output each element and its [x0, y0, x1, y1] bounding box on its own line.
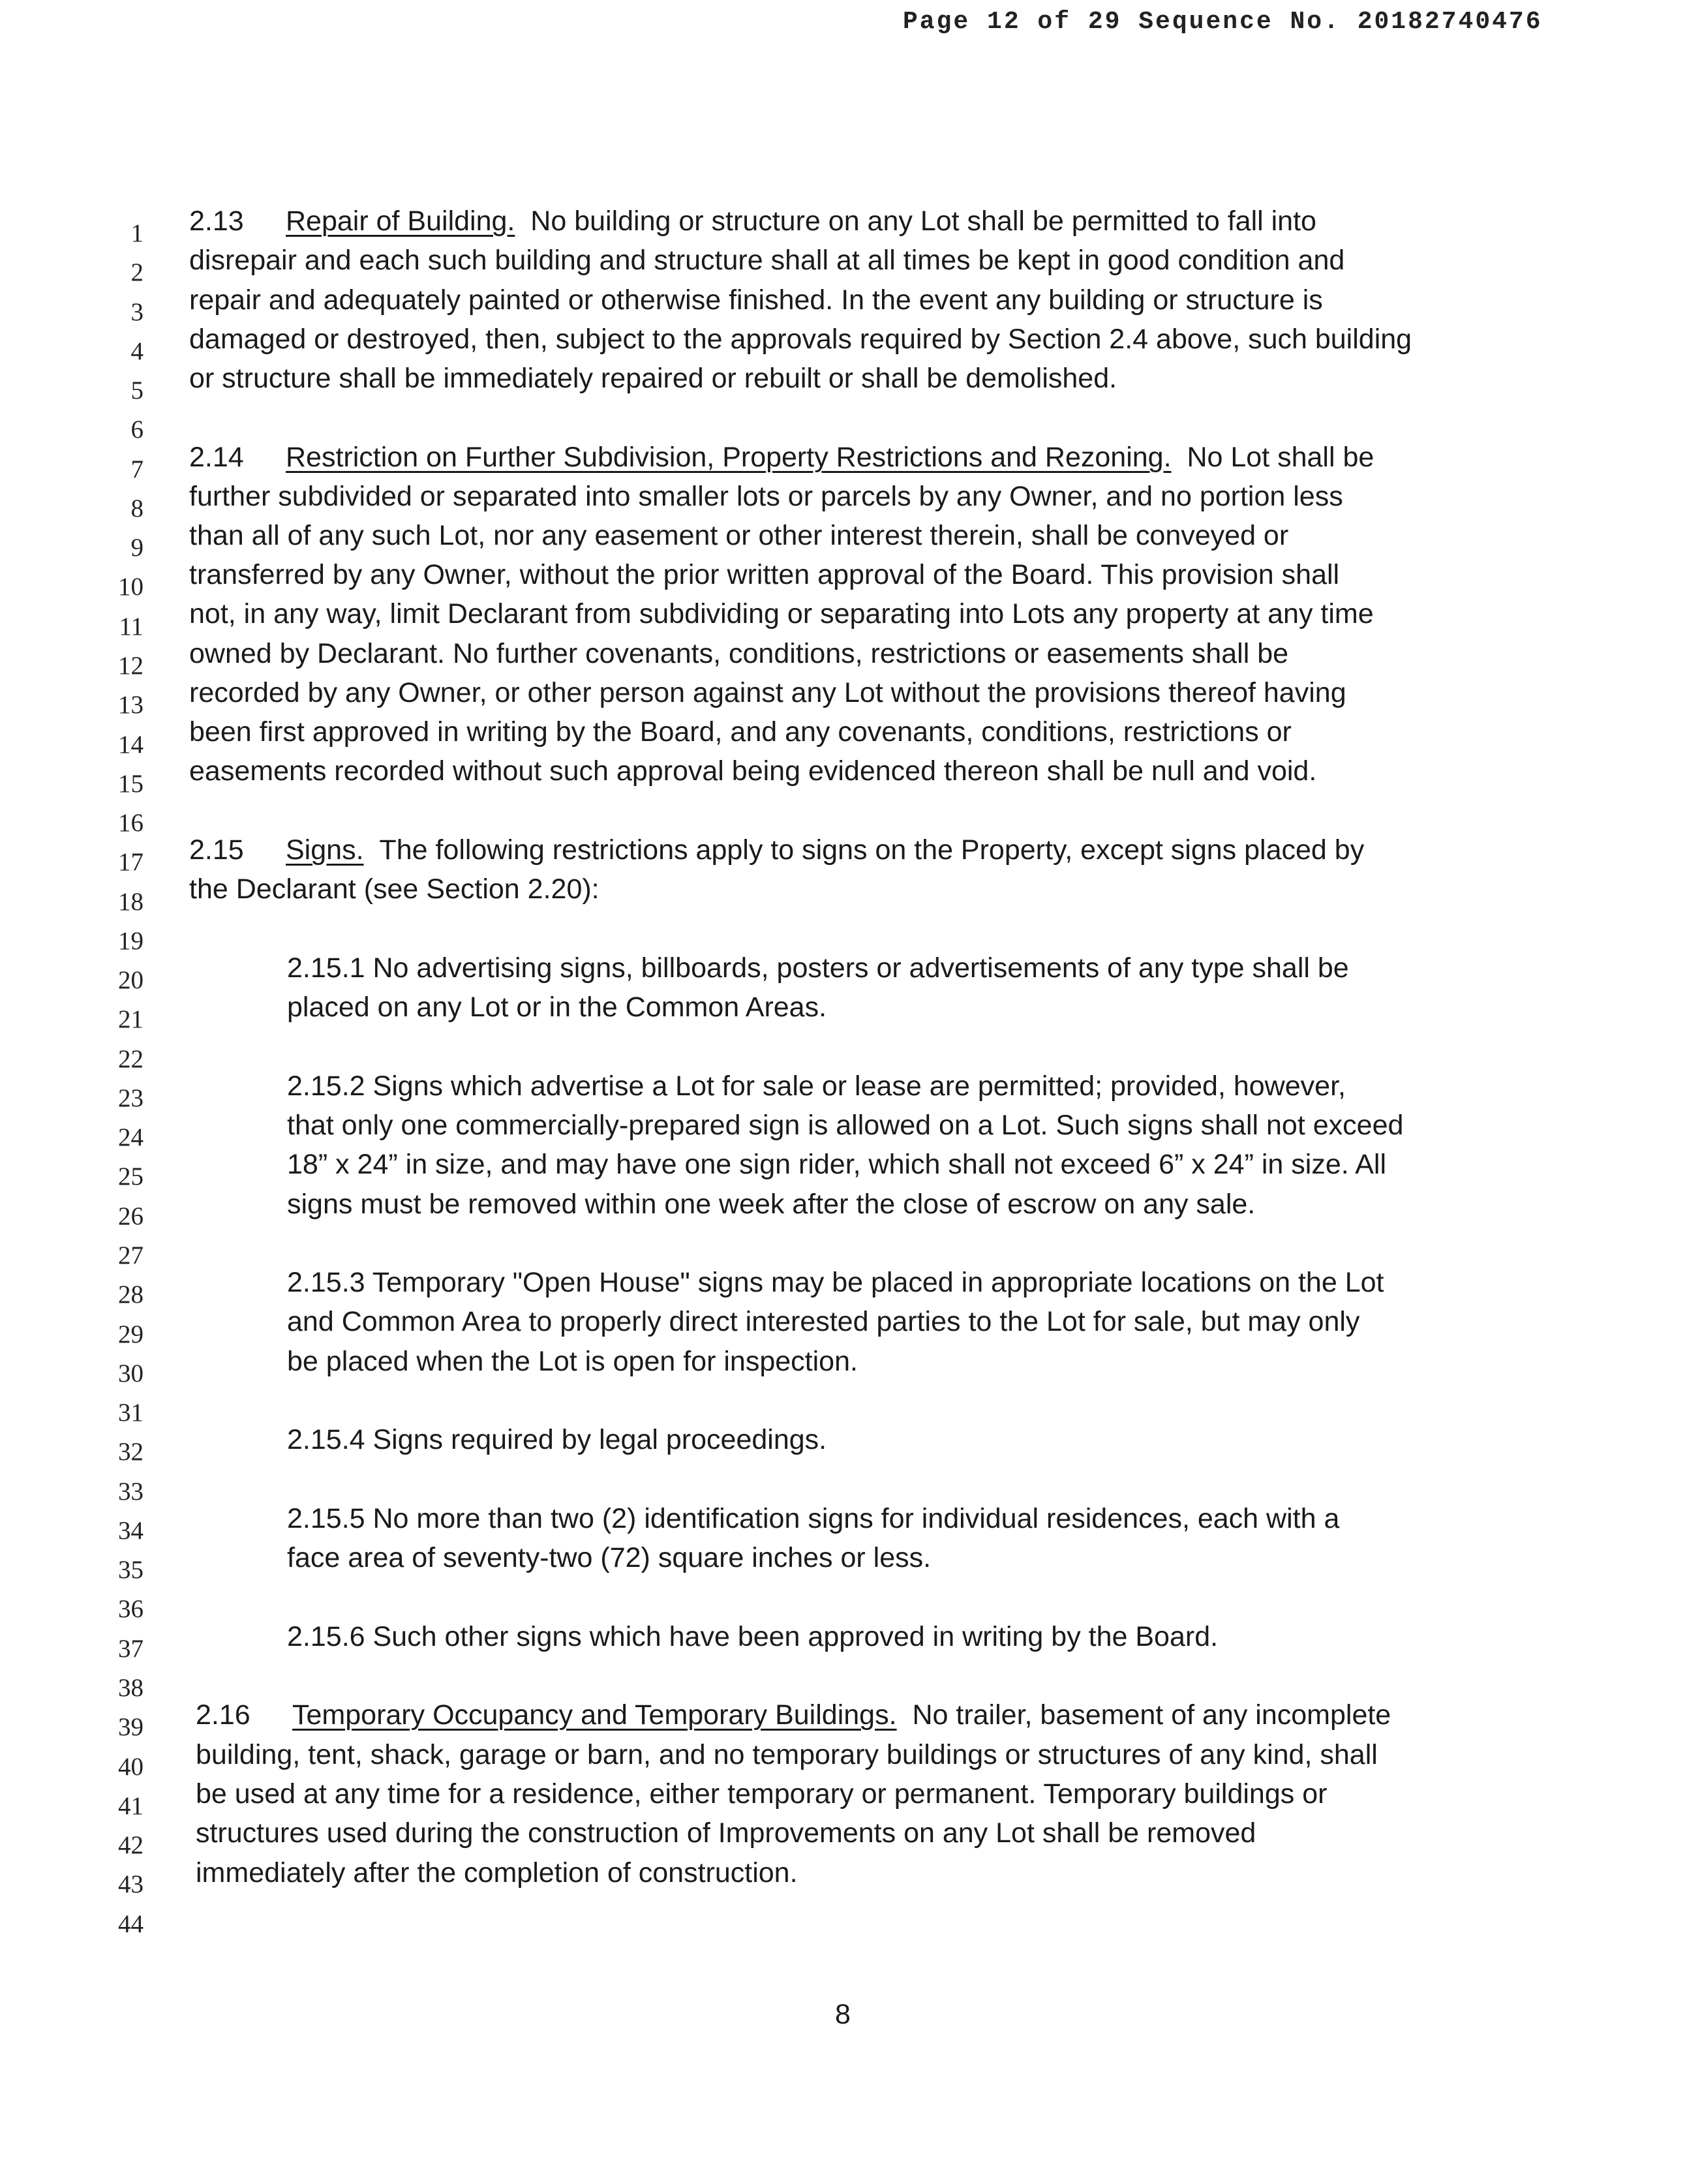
line-number: 32	[118, 1438, 144, 1466]
text-line: not, in any way, limit Declarant from subdividing or separating into Lots any property at any time	[189, 598, 1374, 629]
text-line: the Declarant (see Section 2.20):	[189, 873, 600, 905]
section-heading: Signs.	[286, 834, 364, 866]
section-number: 2.15	[189, 834, 244, 866]
text-line: be used at any time for a residence, either temporary or permanent. Temporary buildings or	[196, 1778, 1328, 1810]
text-line: immediately after the completion of construction.	[196, 1857, 798, 1888]
line-number: 13	[118, 691, 144, 719]
line-number: 22	[118, 1045, 144, 1073]
text-line: owned by Declarant. No further covenants, conditions, restrictions or easements shall be	[189, 638, 1289, 669]
line-number: 21	[118, 1005, 144, 1033]
section-2-15-line-1	[189, 836, 1468, 864]
line-number: 20	[118, 966, 144, 994]
line-number: 15	[118, 770, 144, 798]
section-2-14-line-1	[189, 444, 1468, 472]
text-line: recorded by any Owner, or other person against any Lot without the provisions thereof having	[189, 677, 1346, 708]
line-number: 25	[118, 1162, 144, 1191]
page-header: Page 12 of 29 Sequence No. 20182740476	[903, 8, 1543, 36]
subsection-2-15-5-line: face area of seventy-two (72) square inches or less.	[287, 1542, 932, 1573]
text-line: than all of any such Lot, nor any easement or other interest therein, shall be conveyed or	[189, 520, 1289, 551]
line-number: 16	[118, 809, 144, 837]
text-line: easements recorded without such approval being evidenced thereon shall be null and void.	[189, 755, 1317, 787]
text-line: been first approved in writing by the Board, and any covenants, conditions, restrictions or	[189, 716, 1292, 748]
line-number: 17	[118, 848, 144, 876]
text-line: transferred by any Owner, without the prior written approval of the Board. This provision shall	[189, 559, 1340, 590]
section-number: 2.14	[189, 442, 244, 473]
text-line: damaged or destroyed, then, subject to the approvals required by Section 2.4 above, such building	[189, 324, 1412, 355]
line-number: 33	[118, 1478, 144, 1506]
subsection-2-15-5-line: 2.15.5 No more than two (2) identification signs for individual residences, each with a	[287, 1503, 1340, 1534]
subsection-2-15-2-line: 2.15.2 Signs which advertise a Lot for sale or lease are permitted; provided, however,	[287, 1070, 1346, 1102]
section-text: No building or structure on any Lot shall be permitted to fall into	[530, 205, 1316, 237]
section-heading: Temporary Occupancy and Temporary Buildings.	[292, 1699, 897, 1731]
line-number: 35	[118, 1556, 144, 1584]
line-number: 28	[118, 1281, 144, 1309]
line-number: 42	[118, 1831, 144, 1859]
line-number: 27	[118, 1241, 144, 1269]
line-number: 6	[130, 416, 144, 444]
line-number: 9	[130, 534, 144, 562]
line-number: 30	[118, 1359, 144, 1388]
text-line: further subdivided or separated into smaller lots or parcels by any Owner, and no portion less	[189, 481, 1343, 512]
line-number: 34	[118, 1517, 144, 1545]
section-text: No Lot shall be	[1187, 442, 1374, 473]
line-number: 38	[118, 1674, 144, 1702]
line-number: 29	[118, 1320, 144, 1348]
line-number: 24	[118, 1123, 144, 1151]
section-heading: Restriction on Further Subdivision, Property Restrictions and Rezoning.	[286, 442, 1172, 473]
subsection-2-15-1-line: 2.15.1 No advertising signs, billboards, posters or advertisements of any type shall be	[287, 952, 1349, 984]
line-number: 12	[118, 652, 144, 680]
text-line: repair and adequately painted or otherwise finished. In the event any building or structure is	[189, 284, 1323, 316]
subsection-2-15-4-line: 2.15.4 Signs required by legal proceedings.	[287, 1424, 827, 1455]
line-number: 14	[118, 731, 144, 759]
subsection-2-15-3-line: 2.15.3 Temporary "Open House" signs may be placed in appropriate locations on the Lot	[287, 1267, 1384, 1298]
subsection-2-15-3-line: be placed when the Lot is open for inspection.	[287, 1346, 858, 1377]
section-text: No trailer, basement of any incomplete	[912, 1699, 1391, 1731]
subsection-2-15-2-line: 18” x 24” in size, and may have one sign rider, which shall not exceed 6” x 24” in size. All	[287, 1149, 1387, 1180]
line-number: 3	[130, 298, 144, 326]
section-number: 2.13	[189, 205, 244, 237]
line-number: 10	[118, 573, 144, 601]
text-line: disrepair and each such building and structure shall at all times be kept in good condition and	[189, 245, 1345, 276]
line-number: 4	[130, 337, 144, 365]
line-number: 37	[118, 1635, 144, 1663]
section-number: 2.16	[196, 1699, 250, 1731]
line-number: 39	[118, 1713, 144, 1741]
line-number: 41	[118, 1792, 144, 1820]
line-number: 43	[118, 1870, 144, 1898]
text-line: building, tent, shack, garage or barn, and no temporary buildings or structures of any kind, shall	[196, 1739, 1378, 1770]
line-number: 36	[118, 1595, 144, 1623]
section-heading: Repair of Building.	[286, 205, 515, 237]
line-number: 7	[130, 455, 144, 483]
subsection-2-15-2-line: that only one commercially-prepared sign is allowed on a Lot. Such signs shall not exceed	[287, 1110, 1404, 1141]
line-number: 40	[118, 1753, 144, 1781]
text-line: structures used during the construction of Improvements on any Lot shall be removed	[196, 1817, 1256, 1849]
line-number: 44	[118, 1910, 144, 1938]
line-number: 1	[130, 219, 144, 247]
section-2-16-line-1	[196, 1701, 1468, 1729]
line-number: 5	[130, 376, 144, 404]
subsection-2-15-3-line: and Common Area to properly direct interested parties to the Lot for sale, but may only	[287, 1306, 1360, 1337]
line-number: 8	[130, 494, 144, 523]
line-number: 18	[118, 888, 144, 916]
line-number: 2	[130, 258, 144, 286]
subsection-2-15-1-line: placed on any Lot or in the Common Areas.	[287, 992, 827, 1023]
text-line: or structure shall be immediately repaired or rebuilt or shall be demolished.	[189, 363, 1117, 394]
line-number: 11	[119, 613, 144, 641]
subsection-2-15-2-line: signs must be removed within one week after the close of escrow on any sale.	[287, 1189, 1256, 1220]
section-text: The following restrictions apply to signs on the Property, except signs placed by	[379, 834, 1365, 866]
subsection-2-15-6-line: 2.15.6 Such other signs which have been approved in writing by the Board.	[287, 1621, 1219, 1652]
line-number: 19	[118, 927, 144, 955]
line-number: 23	[118, 1084, 144, 1112]
line-number: 26	[118, 1202, 144, 1230]
section-2-13-line-1	[189, 207, 1468, 235]
line-number: 31	[118, 1399, 144, 1427]
page-number: 8	[835, 1999, 851, 2030]
